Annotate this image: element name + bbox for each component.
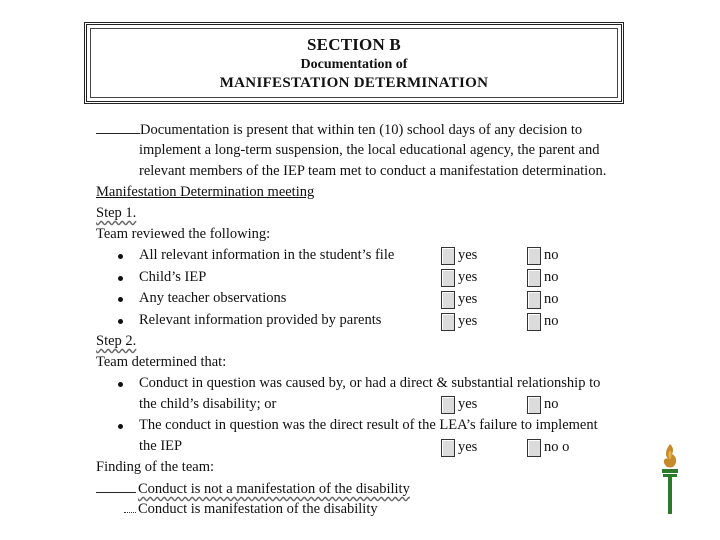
intro-line-2: implement a long-term suspension, the local educational agency, the parent and <box>139 142 600 158</box>
step1-item-2: Child’s IEP <box>139 269 207 285</box>
yes-label: yes <box>458 396 478 412</box>
step2-item-1-line-1: Conduct in question was caused by, or had a direct & substantial relationship to <box>139 375 601 391</box>
bullet-icon <box>118 276 123 281</box>
header-inner-border <box>90 28 618 98</box>
step1-item-1-yes-checkbox[interactable] <box>441 247 455 265</box>
bullet-icon <box>118 424 123 429</box>
step1-item-3-yes-checkbox[interactable] <box>441 291 455 309</box>
intro-line-1 <box>96 121 582 139</box>
yes-label: yes <box>458 313 478 329</box>
section-subtitle: Documentation of <box>300 57 408 72</box>
step2-item-2-no-checkbox[interactable] <box>527 439 541 457</box>
step1-item-4-no-checkbox[interactable] <box>527 313 541 331</box>
step2-label: Step 2. <box>96 333 137 349</box>
no-label: no <box>544 313 559 329</box>
step2-item-1-no-checkbox[interactable] <box>527 396 541 414</box>
step1-item-2-no-checkbox[interactable] <box>527 269 541 287</box>
intro-text-1: Documentation is present that within ten (10) school days of any decision to <box>140 122 583 138</box>
step1-item-2-yes-checkbox[interactable] <box>441 269 455 287</box>
no-label: no <box>544 291 559 307</box>
yes-label: yes <box>458 291 478 307</box>
yes-label: yes <box>458 247 478 263</box>
step1-item-3: Any teacher observations <box>139 290 287 306</box>
intro-blank[interactable] <box>96 121 140 134</box>
intro-line-3: relevant members of the IEP team met to conduct a manifestation determination. <box>139 163 607 179</box>
step2-item-2-line-2: the IEP <box>139 438 183 454</box>
meeting-heading: Manifestation Determination meeting <box>96 184 315 200</box>
finding-option-1-text: Conduct is not a manifestation of the disability <box>138 481 410 497</box>
step1-item-1: All relevant information in the student’s file <box>139 247 395 263</box>
no-label: no <box>544 269 559 285</box>
step1-label: Step 1. <box>96 205 137 221</box>
step1-item-3-no-checkbox[interactable] <box>527 291 541 309</box>
section-label: SECTION B <box>307 35 401 54</box>
step2-item-1-line-2: the child’s disability; or <box>139 396 277 412</box>
finding-heading: Finding of the team: <box>96 459 214 475</box>
finding-blank-1[interactable] <box>96 480 136 493</box>
finding-option-2 <box>124 500 378 518</box>
step2-item-2-line-1: The conduct in question was the direct result of the LEA’s failure to implement <box>139 417 598 433</box>
bullet-icon <box>118 319 123 324</box>
finding-option-2-text: Conduct is manifestation of the disability <box>138 501 378 517</box>
section-header <box>84 22 624 104</box>
step1-heading: Team reviewed the following: <box>96 226 271 242</box>
step2-item-1-yes-checkbox[interactable] <box>441 396 455 414</box>
step1-item-4-yes-checkbox[interactable] <box>441 313 455 331</box>
no-label: no <box>544 396 559 412</box>
bullet-icon <box>118 254 123 259</box>
yes-label: yes <box>458 439 478 455</box>
step1-item-1-no-checkbox[interactable] <box>527 247 541 265</box>
step1-item-4: Relevant information provided by parents <box>139 312 382 328</box>
bullet-icon <box>118 297 123 302</box>
yes-label: yes <box>458 269 478 285</box>
bullet-icon <box>118 382 123 387</box>
finding-blank-2[interactable] <box>124 500 136 513</box>
no-label: no <box>544 247 559 263</box>
finding-option-1 <box>96 480 410 498</box>
section-title: MANIFESTATION DETERMINATION <box>219 75 489 91</box>
step2-item-2-yes-checkbox[interactable] <box>441 439 455 457</box>
no-alt-label: no o <box>544 439 570 455</box>
step2-heading: Team determined that: <box>96 354 227 370</box>
torch-logo-icon <box>656 442 684 516</box>
